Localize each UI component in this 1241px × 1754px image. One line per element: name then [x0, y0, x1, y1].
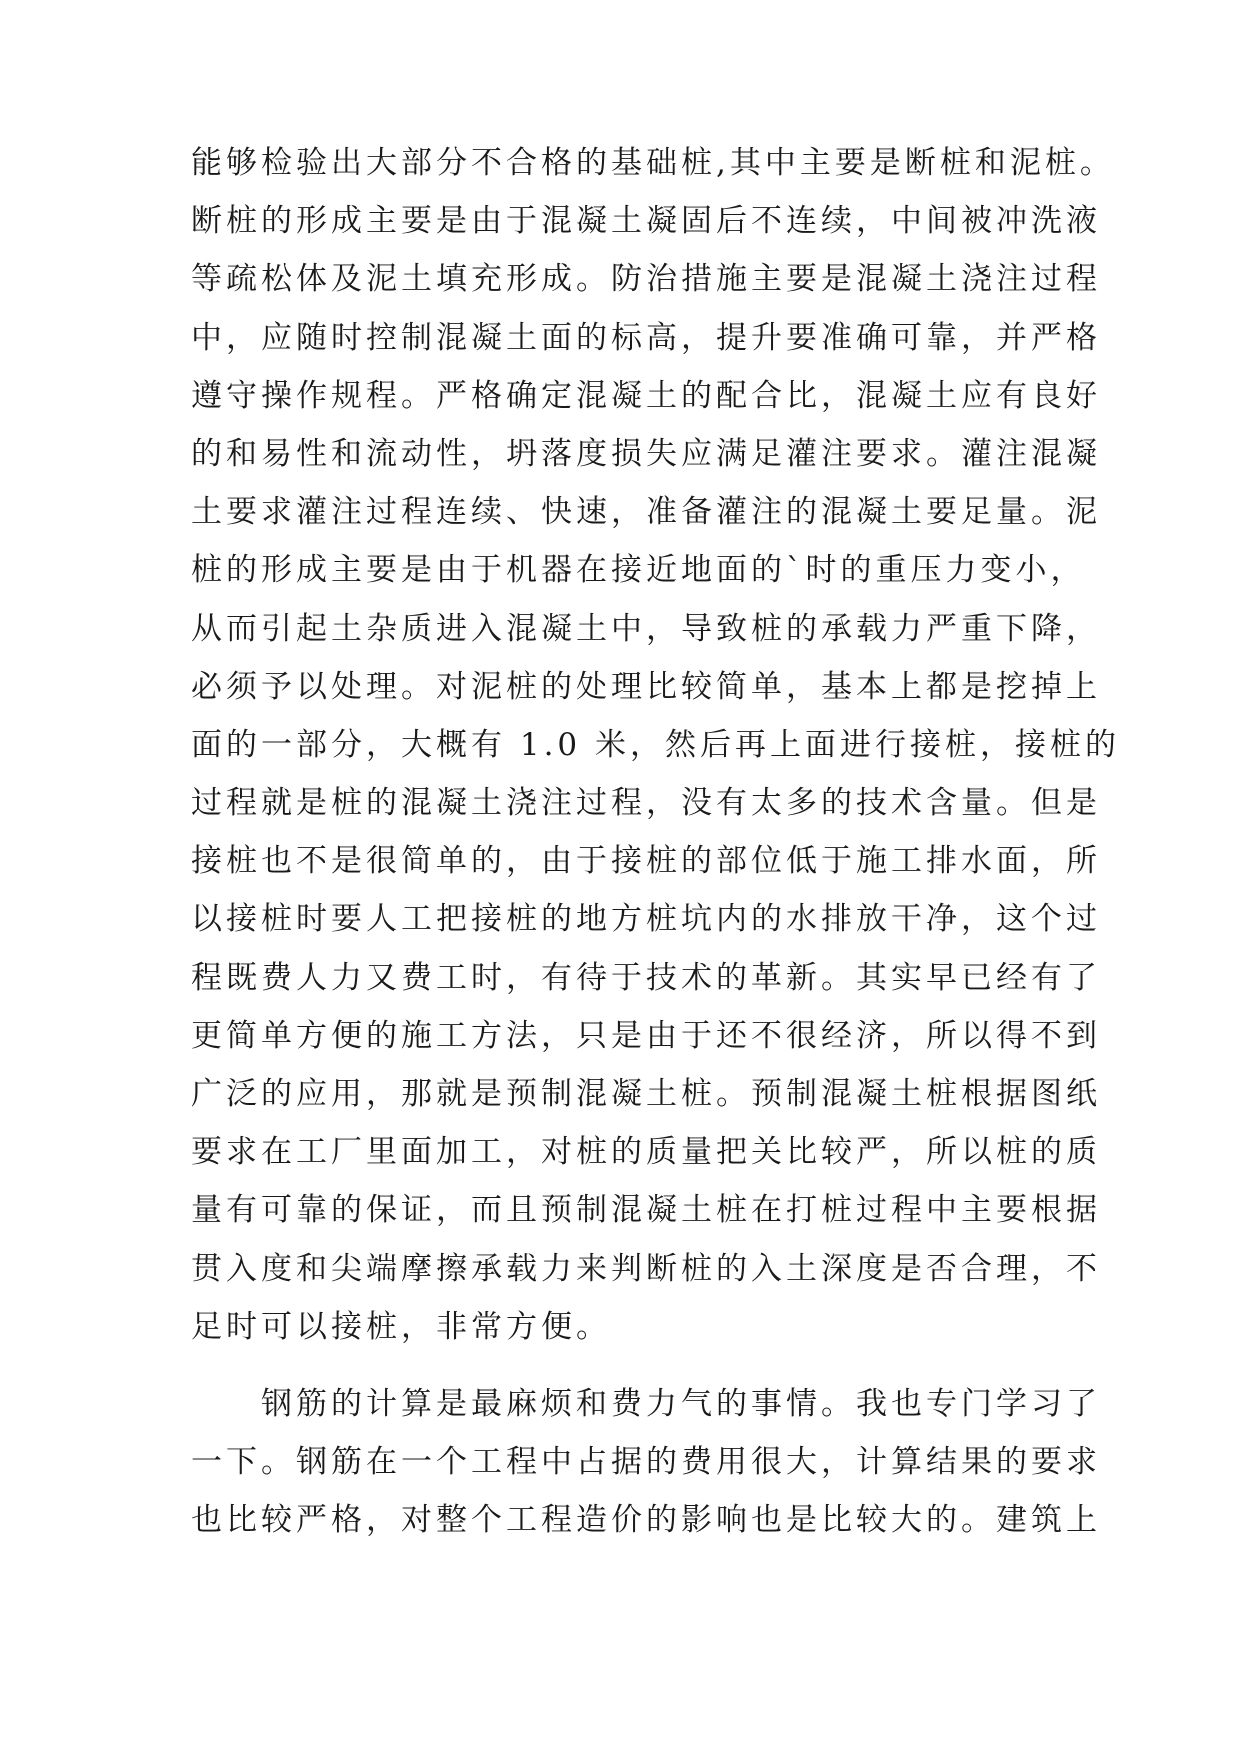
text-line: 更简单方便的施工方法，只是由于还不很经济，所以得不到: [191, 1017, 1101, 1054]
text-line: 程既费人力又费工时，有待于技术的革新。其实早已经有了: [191, 959, 1101, 996]
text-line: 能够检验出大部分不合格的基础桩,其中主要是断桩和泥桩。: [191, 145, 1115, 181]
text-line: 贯入度和尖端摩擦承载力来判断桩的入土深度是否合理，不: [191, 1250, 1101, 1287]
text-line: 足时可以接桩，非常方便。: [191, 1308, 611, 1345]
text-line: 接桩也不是很简单的，由于接桩的部位低于施工排水面，所: [191, 843, 1101, 880]
text-line: 以接桩时要人工把接桩的地方桩坑内的水排放干净，这个过: [191, 901, 1101, 938]
text-line: 等疏松体及泥土填充形成。防治措施主要是混凝土浇注过程: [191, 261, 1101, 298]
text-line: 要求在工厂里面加工，对桩的质量把关比较严，所以桩的质: [191, 1134, 1101, 1171]
text-line: 一下。钢筋在一个工程中占据的费用很大，计算结果的要求: [191, 1444, 1101, 1481]
text-line: 面的一部分，大概有 1.0 米，然后再上面进行接桩，接桩的: [191, 726, 1121, 763]
text-line: 过程就是桩的混凝土浇注过程，没有太多的技术含量。但是: [191, 785, 1101, 822]
text-line: 必须予以处理。对泥桩的处理比较简单，基本上都是挖掉上: [191, 668, 1101, 705]
text-line: 桩的形成主要是由于机器在接近地面的`时的重压力变小，: [191, 552, 1086, 589]
paragraph-pile-defects: [191, 134, 1121, 1356]
text-line: 也比较严格，对整个工程造价的影响也是比较大的。建筑上: [191, 1502, 1101, 1539]
text-line: 量有可靠的保证，而且预制混凝土桩在打桩过程中主要根据: [191, 1192, 1101, 1229]
text-line: 遵守操作规程。严格确定混凝土的配合比，混凝土应有良好: [191, 377, 1101, 414]
text-line: 土要求灌注过程连续、快速，准备灌注的混凝土要足量。泥: [191, 494, 1101, 531]
paragraph-rebar-calculation: [191, 1375, 1101, 1550]
text-line: 广泛的应用，那就是预制混凝土桩。预制混凝土桩根据图纸: [191, 1076, 1101, 1112]
text-line: 的和易性和流动性，坍落度损失应满足灌注要求。灌注混凝: [191, 435, 1101, 472]
text-line: 中，应随时控制混凝土面的标高，提升要准确可靠，并严格: [191, 319, 1101, 356]
text-line: 钢筋的计算是最麻烦和费力气的事情。我也专门学习了: [191, 1386, 1101, 1422]
text-line: 断桩的形成主要是由于混凝土凝固后不连续，中间被冲洗液: [191, 203, 1101, 240]
text-line: 从而引起土杂质进入混凝土中，导致桩的承载力严重下降，: [191, 610, 1101, 647]
